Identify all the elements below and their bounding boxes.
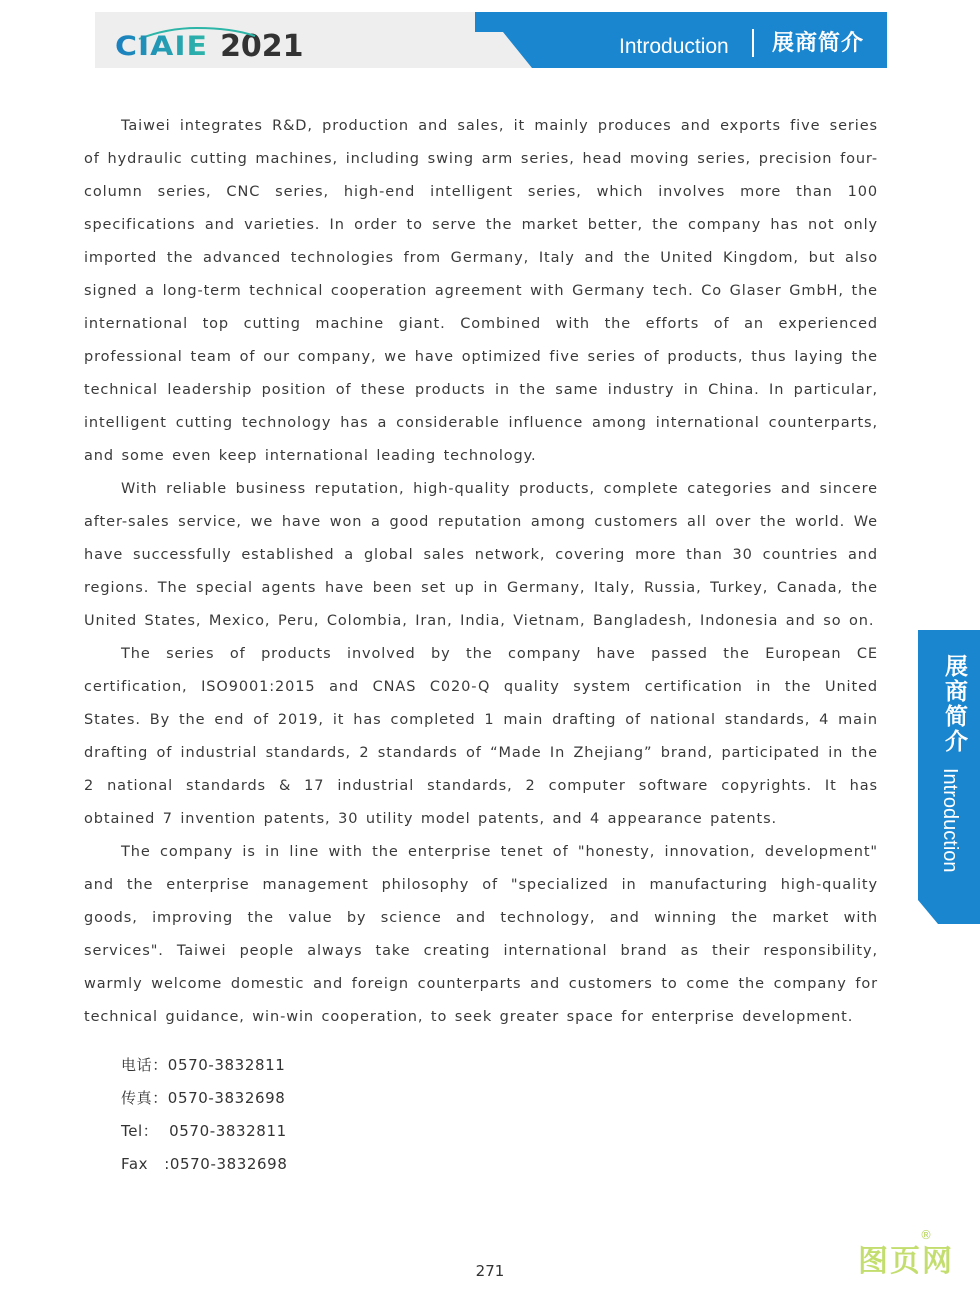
header-title-en: Introduction	[619, 35, 729, 58]
watermark-registered-mark: ®	[920, 1228, 932, 1242]
paragraph-3: The series of products involved by the company have passed the European CE certification, ISO9001:2015 and CNAS C020-Q quality system certification in the United States. By the end of 2019, it has completed 1 main drafting of national standards, 4 main drafting of industrial standards, 2 standards of “Made In Zhejiang” brand, participated in the 2 national standards & 17 industrial standards, 2 computer software copyrights. It has obtained 7 invention patents, 30 utility model patents, and 4 appearance patents.	[84, 646, 878, 827]
phone-en: Tel： 0570-3832811	[121, 1122, 287, 1140]
fax-zh: 传真：0570-3832698	[121, 1089, 286, 1107]
header-divider	[752, 29, 754, 57]
fax-en: Fax :0570-3832698	[121, 1155, 288, 1173]
side-tab-zh: 展商简介	[941, 654, 967, 754]
header-title-zh: 展商简介	[772, 31, 865, 56]
paragraph-4: The company is in line with the enterprise tenet of "honesty, innovation, development" and the enterprise management philosophy of "specialized in manufacturing high-quality goods, improving the value by science and technology, and winning the market with services". Taiwei people always take creating international brand as their responsibility, warmly welcome domestic and foreign counterparts and customers to come the company for technical guidance, win-win cooperation, to seek greater space for enterprise development.	[84, 844, 878, 1025]
watermark: 图页网	[858, 1244, 954, 1279]
phone-zh: 电话：0570-3832811	[121, 1056, 286, 1074]
paragraph-2: With reliable business reputation, high-quality products, complete categories and sincere after-sales service, we have won a good reputation among customers all over the world. We have successfully established a global sales network, covering more than 30 countries and regions. The special agents have been set up in Germany, Italy, Russia, Turkey, Canada, the United States, Mexico, Peru, Colombia, Iran, India, Vietnam, Bangladesh, Indonesia and so on.	[84, 481, 878, 629]
logo-year: 2021	[220, 29, 304, 64]
page-header	[95, 12, 887, 68]
logo-text: CIAIE	[115, 30, 209, 63]
article-body	[84, 110, 878, 1034]
ciaie-logo	[115, 22, 304, 62]
contact-info	[121, 1049, 421, 1181]
page-number: 271	[475, 1262, 505, 1280]
side-tab-en: Introduction	[939, 768, 961, 873]
paragraph-1: Taiwei integrates R&D, production and sales, it mainly produces and exports five series of hydraulic cutting machines, including swing arm series, head moving series, precision four-column series, CNC series, high-end intelligent series, which involves more than 100 specifications and varieties. In order to serve the market better, the company has not only imported the advanced technologies from Germany, Italy and the United Kingdom, but also signed a long-term technical cooperation agreement with Germany tech. Co Glaser GmbH, the international top cutting machine giant. Combined with the efforts of an experienced professional team of our company, we have optimized five series of products, thus laying the technical leadership position of these products in the same industry in China. In particular, intelligent cutting technology has a considerable influence among international counterparts, and some even keep international leading technology.	[84, 118, 878, 464]
